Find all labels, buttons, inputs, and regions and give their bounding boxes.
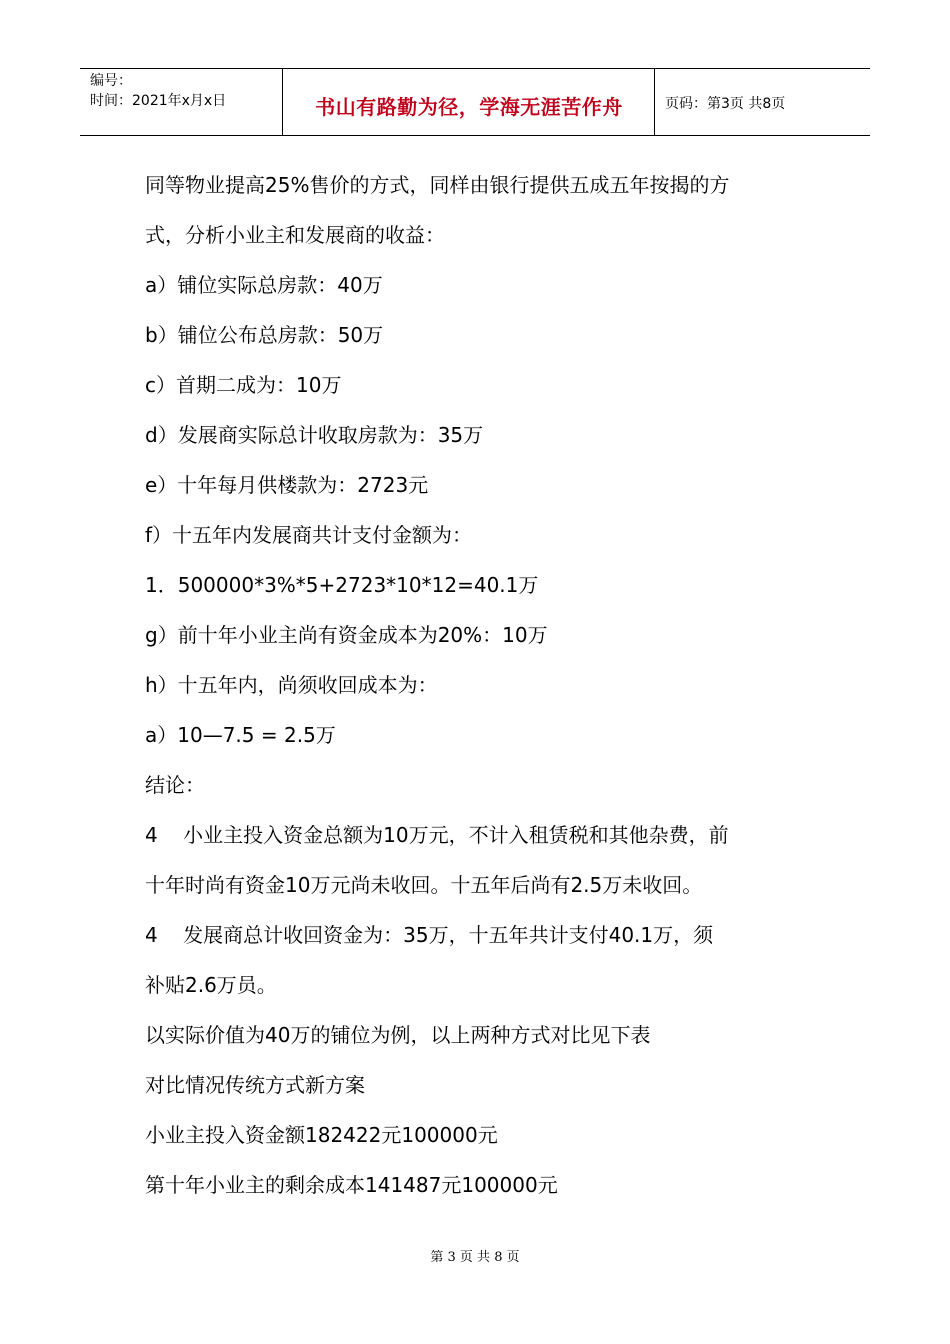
- body-line: 4 小业主投入资金总额为10万元，不计入租赁税和其他杂费，前: [145, 823, 729, 847]
- comparison-row: 小业主投入资金额182422元100000元: [145, 1123, 498, 1147]
- page-header: [80, 68, 870, 136]
- body-line: 以实际价值为40万的铺位为例，以上两种方式对比见下表: [145, 1023, 651, 1047]
- document-body: [145, 160, 815, 1210]
- list-item: d）发展商实际总计收取房款为：35万: [145, 423, 484, 447]
- header-motto: 书山有路勤为径，学海无涯苦作舟: [315, 95, 623, 119]
- header-divider: [282, 69, 283, 135]
- list-item: a）铺位实际总房款：40万: [145, 273, 383, 297]
- comparison-row: 第十年小业主的剩余成本141487元100000元: [145, 1173, 558, 1197]
- list-item: e）十年每月供楼款为：2723元: [145, 473, 429, 497]
- document-number-label: 编号：: [90, 73, 132, 89]
- list-item: g）前十年小业主尚有资金成本为20%：10万: [145, 623, 548, 647]
- header-page-info: 页码：第3页 共8页: [665, 96, 786, 112]
- conclusion-heading: 结论：: [145, 773, 205, 797]
- list-item: h）十五年内，尚须收回成本为：: [145, 673, 438, 697]
- body-line: 十年时尚有资金10万元尚未收回。十五年后尚有2.5万未收回。: [145, 873, 703, 897]
- list-item: a）10—7.5 = 2.5万: [145, 723, 336, 747]
- page-footer: 第 3 页 共 8 页: [430, 1250, 520, 1265]
- body-line: 4 发展商总计收回资金为：35万，十五年共计支付40.1万，须: [145, 923, 714, 947]
- body-line: 同等物业提高25%售价的方式，同样由银行提供五成五年按揭的方: [145, 173, 730, 197]
- list-item: c）首期二成为：10万: [145, 373, 342, 397]
- header-meta: [90, 71, 226, 111]
- header-divider: [654, 69, 655, 135]
- list-item: b）铺位公布总房款：50万: [145, 323, 384, 347]
- body-line: 补贴2.6万员。: [145, 973, 277, 997]
- formula-line: 1．500000*3%*5+2723*10*12=40.1万: [145, 573, 539, 597]
- comparison-header: 对比情况传统方式新方案: [145, 1073, 365, 1097]
- list-item: f）十五年内发展商共计支付金额为：: [145, 523, 473, 547]
- document-date: 时间：2021年x月x日: [90, 93, 227, 109]
- body-line: 式，分析小业主和发展商的收益：: [145, 223, 445, 247]
